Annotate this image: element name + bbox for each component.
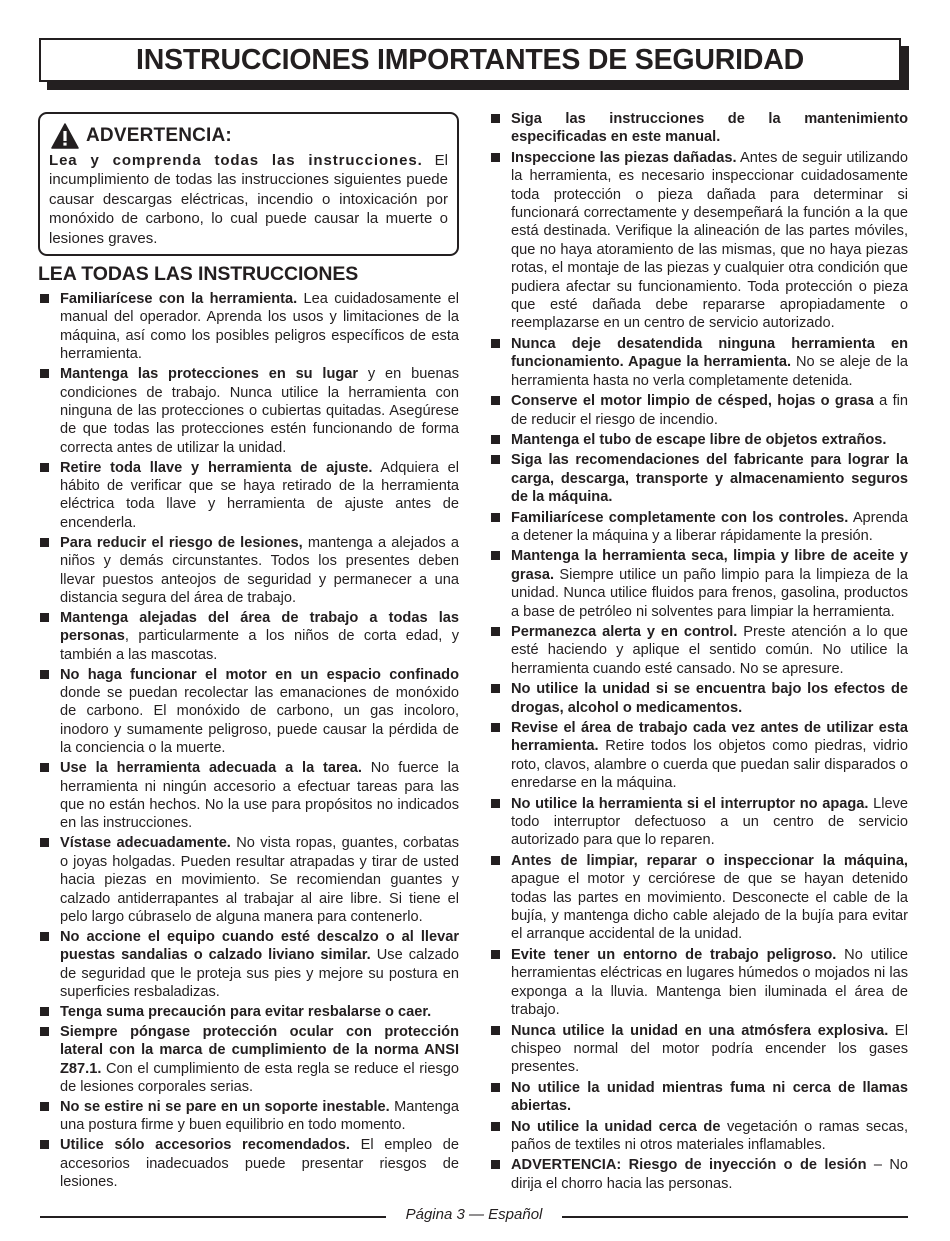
- warning-body: El incumplimiento de todas las instrucciones siguientes puede causar descargas eléctricas, incendio o intoxicación por monóxido de carbono, lo cual puede causar la muerte o lesiones graves.: [49, 152, 448, 247]
- square-bullet-icon: [40, 763, 49, 772]
- instruction-lead: No utilice la unidad mientras fuma ni cerca de llamas abiertas.: [511, 1079, 908, 1115]
- square-bullet-icon: [40, 369, 49, 378]
- warning-header: [49, 120, 448, 152]
- square-bullet-icon: [491, 723, 500, 732]
- instruction-item: [38, 1003, 459, 1021]
- instruction-item: [489, 1118, 908, 1155]
- warning-triangle-icon: [51, 123, 79, 149]
- instruction-item: [38, 365, 459, 457]
- instruction-lead: Siempre póngase protección ocular con protección lateral con la marca de cumplimiento de la norma ANSI Z87.1.: [60, 1023, 459, 1077]
- instruction-text: No fuerce la herramienta ni ningún accesorio a efectuar tareas para las que no están hechos. No la use para propósitos no indicados en las instrucciones.: [60, 760, 459, 832]
- instruction-text: No vista ropas, guantes, corbatas o joyas holgadas. Pueden resultar atrapadas y tirar de usted hacia piezas en movimiento. Se recomiendan guantes y calzado antiderrapantes al trabajar al aire libre. Si tiene el pelo largo cúbraselo de alguna manera para contenerlo.: [60, 835, 459, 925]
- square-bullet-icon: [40, 838, 49, 847]
- footer-rule-left: [40, 1216, 386, 1218]
- right-instruction-list: [489, 110, 908, 1195]
- instruction-text: El chispeo normal del motor podría encender los gases presentes.: [511, 1022, 908, 1076]
- square-bullet-icon: [491, 1026, 500, 1035]
- instruction-lead: ADVERTENCIA: Riesgo de inyección o de lesión: [511, 1157, 867, 1174]
- instruction-text: y en buenas condiciones de trabajo. Nunca utilice la herramienta con ninguna de las protecciones o cubiertas quitadas. Asegúrese de que todas las protecciones estén funcionando de forma correcta antes de utilizar la unidad.: [60, 366, 459, 456]
- instruction-item: [38, 928, 459, 1002]
- left-instruction-list: [38, 290, 459, 1193]
- footer-rule-right: [562, 1216, 908, 1218]
- instruction-item: [489, 431, 908, 449]
- instruction-text: El empleo de accesorios inadecuados puede presentar riesgos de lesiones.: [60, 1137, 459, 1191]
- instruction-lead: Evite tener un entorno de trabajo peligroso.: [511, 946, 837, 963]
- square-bullet-icon: [491, 950, 500, 959]
- instruction-item: [489, 1156, 908, 1193]
- instruction-item: [38, 666, 459, 758]
- instruction-item: [38, 459, 459, 533]
- square-bullet-icon: [491, 513, 500, 522]
- instruction-lead: Nunca deje desatendida ninguna herramienta en funcionamiento. Apague la herramienta.: [511, 335, 908, 371]
- instruction-lead: Nunca utilice la unidad en una atmósfera explosiva.: [511, 1022, 889, 1039]
- square-bullet-icon: [491, 339, 500, 348]
- instruction-lead: Revise el área de trabajo cada vez antes de utilizar esta herramienta.: [511, 720, 908, 755]
- instruction-lead: Retire toda llave y herramienta de ajuste.: [60, 459, 373, 476]
- instruction-text: Aprenda a detener la máquina y a liberar rápidamente la presión.: [511, 509, 908, 544]
- square-bullet-icon: [491, 455, 500, 464]
- instruction-item: [489, 852, 908, 944]
- square-bullet-icon: [40, 932, 49, 941]
- instruction-item: [38, 1136, 459, 1191]
- instruction-text: , particularmente a los niños de corta edad, y también a las mascotas.: [60, 628, 459, 663]
- square-bullet-icon: [491, 396, 500, 405]
- instruction-item: [489, 547, 908, 621]
- instruction-lead: No se estire ni se pare en un soporte inestable.: [60, 1098, 390, 1115]
- instruction-text: Lea cuidadosamente el manual del operador. Aprenda los usos y limitaciones de la máquina, así como los posibles peligros específicos de esta herramienta.: [60, 291, 459, 363]
- instruction-item: [38, 609, 459, 664]
- instruction-item: [489, 623, 908, 678]
- square-bullet-icon: [491, 114, 500, 123]
- square-bullet-icon: [40, 538, 49, 547]
- instruction-lead: Mantenga la herramienta seca, limpia y libre de aceite y grasa.: [511, 548, 908, 583]
- instruction-lead: Familiarícese completamente con los controles.: [511, 509, 849, 526]
- square-bullet-icon: [40, 1140, 49, 1149]
- instruction-lead: Utilice sólo accesorios recomendados.: [60, 1137, 350, 1154]
- page-title: INSTRUCCIONES IMPORTANTES DE SEGURIDAD: [136, 43, 804, 76]
- instruction-text: Siempre utilice un paño limpio para la limpieza de la unidad. Nunca utilice fluidos para frenos, gasolina, productos a base de petróleo ni solventes para limpiar la herramienta.: [511, 566, 908, 620]
- instruction-lead: Para reducir el riesgo de lesiones,: [60, 534, 303, 551]
- instruction-lead: Mantenga alejadas del área de trabajo a todas las personas: [60, 609, 459, 645]
- instruction-lead: Familiarícese con la herramienta.: [60, 291, 298, 307]
- instruction-text: Retire todos los objetos como piedras, vidrio roto, clavos, alambre o cuerda que puedan salir disparados o enredarse en la máquina.: [511, 738, 908, 792]
- instruction-item: [38, 534, 459, 608]
- instruction-lead: Siga las recomendaciones del fabricante para lograr la carga, descarga, transporte y almacenamiento seguros de la máquina.: [511, 452, 908, 506]
- instruction-item: [489, 795, 908, 850]
- warning-box: [38, 112, 459, 256]
- instruction-item: [489, 680, 908, 717]
- instruction-item: [38, 1023, 459, 1097]
- instruction-item: [489, 451, 908, 506]
- instruction-lead: Mantenga las protecciones en su lugar: [60, 366, 359, 383]
- instruction-text: Mantenga una postura firme y buen equilibrio en todo momento.: [60, 1098, 460, 1134]
- instruction-item: [489, 509, 908, 546]
- instruction-lead: Antes de limpiar, reparar o inspeccionar la máquina,: [511, 852, 908, 869]
- instruction-item: [489, 1079, 908, 1116]
- square-bullet-icon: [491, 1160, 500, 1169]
- instruction-lead: Permanezca alerta y en control.: [511, 623, 738, 640]
- square-bullet-icon: [40, 613, 49, 622]
- instruction-item: [489, 946, 908, 1020]
- square-bullet-icon: [40, 1007, 49, 1016]
- warning-title: ADVERTENCIA:: [86, 125, 232, 146]
- square-bullet-icon: [491, 684, 500, 693]
- square-bullet-icon: [40, 670, 49, 679]
- square-bullet-icon: [40, 1027, 49, 1036]
- instruction-lead: No utilice la unidad cerca de: [511, 1118, 721, 1135]
- instruction-item: [38, 1098, 459, 1135]
- square-bullet-icon: [491, 627, 500, 636]
- square-bullet-icon: [491, 799, 500, 808]
- square-bullet-icon: [40, 1102, 49, 1111]
- instruction-item: [489, 335, 908, 390]
- instruction-lead: Inspeccione las piezas dañadas.: [511, 149, 737, 166]
- instruction-text: No utilice herramientas eléctricas en lugares húmedos o mojados ni las exponga a la lluvia. Mantenga bien iluminada el área de trabajo.: [511, 946, 908, 1019]
- instruction-item: [489, 719, 908, 793]
- instruction-lead: Tenga suma precaución para evitar resbalarse o caer.: [60, 1003, 432, 1020]
- instruction-text: Lleve todo interruptor defectuoso a un centro de servicio autorizado para que lo reparen.: [511, 795, 908, 849]
- instruction-text: No se aleje de la herramienta hasta no verla completamente detenida.: [511, 354, 908, 389]
- square-bullet-icon: [491, 435, 500, 444]
- instruction-lead: No accione el equipo cuando esté descalzo o al llevar puestas sandalias o calzado liviano similar.: [60, 928, 459, 964]
- square-bullet-icon: [40, 294, 49, 303]
- instruction-lead: Mantenga el tubo de escape libre de objetos extraños.: [511, 431, 887, 448]
- instruction-item: [489, 1022, 908, 1077]
- instruction-lead: No haga funcionar el motor en un espacio confinado: [60, 666, 459, 683]
- section-title: LEA TODAS LAS INSTRUCCIONES: [38, 263, 359, 285]
- square-bullet-icon: [40, 463, 49, 472]
- instruction-lead: Conserve el motor limpio de césped, hojas o grasa: [511, 393, 874, 410]
- instruction-text: Antes de seguir utilizando la herramienta, es necesario inspeccionar cuidadosamente toda protección o pieza dañada para determinar si funcionará correctamente y desempeñará la función a la que está destinada. Verifique la alineación de las partes móviles, que no haya atoramiento de las mismas, que no haya piezas rotas, el montaje de las piezas y cualquier otra condición que pudiera afectar su funcionamiento. Toda protección o pieza que esté dañada debe repararse apropiadamente o reemplazarse en un centro de servicio autorizado.: [511, 149, 908, 332]
- page-footer: [40, 1206, 908, 1226]
- instruction-text: – No dirija el chorro hacia las personas.: [511, 1157, 908, 1192]
- instruction-text: Adquiera el hábito de verificar que se haya retirado de la herramienta eléctrica toda llave y herramienta de ajuste antes de encenderla.: [60, 459, 459, 531]
- instruction-text: Use calzado de seguridad que le proteja sus pies y mejore su postura en superficies resbaladizas.: [60, 947, 459, 1001]
- warning-bold-lead: Lea y comprenda todas las instrucciones.: [49, 152, 423, 169]
- instruction-lead: No utilice la unidad si se encuentra bajo los efectos de drogas, alcohol o medicamentos.: [511, 681, 908, 716]
- instruction-text: mantenga a alejados a niños y demás circunstantes. Todos los presentes deben llevar puestos anteojos de seguridad y permanecer a una distancia segura del área de trabajo.: [60, 534, 459, 606]
- instruction-lead: No utilice la herramienta si el interruptor no apaga.: [511, 795, 869, 812]
- square-bullet-icon: [491, 1083, 500, 1092]
- instruction-text: Preste atención a lo que esté haciendo y aplique el sentido común. No utilice la herramienta cuando esté cansado. No se apresure.: [511, 623, 909, 677]
- instruction-item: [489, 149, 908, 333]
- instruction-item: [489, 392, 908, 429]
- square-bullet-icon: [491, 551, 500, 560]
- instruction-text: donde se puedan recolectar las emanaciones de monóxido de carbono. El monóxido de carbono, un gas incoloro, inodoro y sumamente peligroso, puede causar la pérdida de la conciencia o la muerte.: [60, 685, 459, 757]
- footer-label: Página 3 — Español: [405, 1206, 543, 1223]
- instruction-item: [38, 290, 459, 364]
- instruction-item: [38, 834, 459, 926]
- instruction-text: vegetación o ramas secas, paños de textiles ni otros materiales inflamables.: [511, 1118, 908, 1153]
- square-bullet-icon: [491, 153, 500, 162]
- instruction-lead: Vístase adecuadamente.: [60, 835, 231, 852]
- warning-text: [49, 151, 448, 248]
- page-title-box: [39, 38, 901, 82]
- instruction-text: a fin de reducir el riesgo de incendio.: [511, 393, 908, 428]
- instruction-lead: Siga las instrucciones de la mantenimiento especificadas en este manual.: [511, 111, 908, 146]
- instruction-item: [38, 759, 459, 833]
- instruction-text: Con el cumplimiento de esta regla se reduce el riesgo de lesiones corporales serias.: [60, 1060, 459, 1096]
- instruction-lead: Use la herramienta adecuada a la tarea.: [60, 760, 362, 777]
- instruction-item: [489, 110, 908, 147]
- instruction-text: apague el motor y cerciórese de que se hayan detenido todas las partes en movimiento. Desconecte el cable de la bujía, y mantenga dicho cable alejado de la bujía para evitar el arranque accidental de la unidad.: [511, 871, 908, 943]
- square-bullet-icon: [491, 1122, 500, 1131]
- square-bullet-icon: [491, 856, 500, 865]
